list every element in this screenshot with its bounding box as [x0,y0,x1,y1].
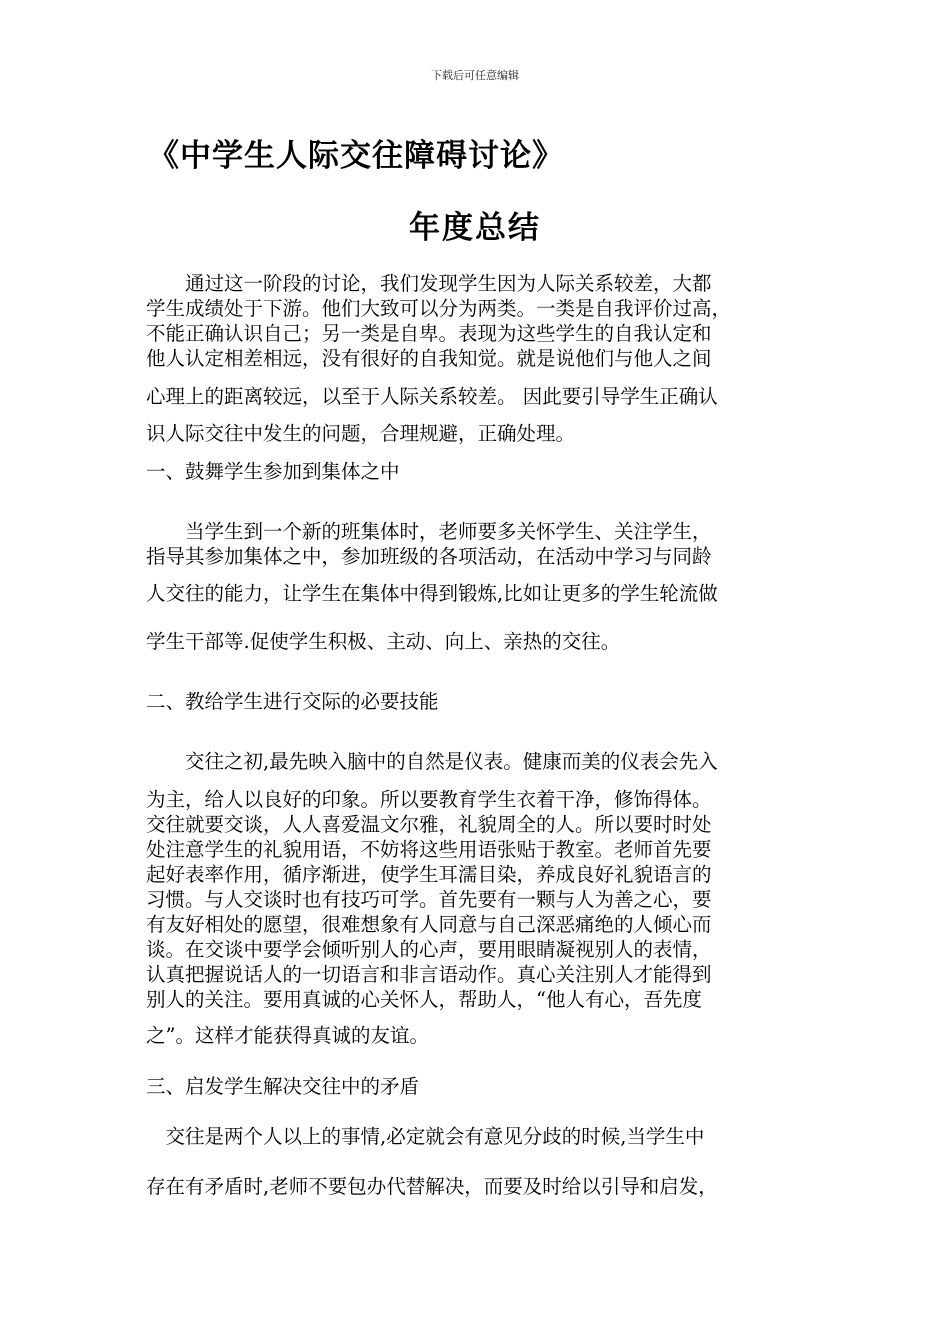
paragraph-line: 学生干部等.促使学生积极、主动、向上、亲热的交往。 [146,630,621,653]
paragraph-line: 习惯。与人交谈时也有技巧可学。首先要有一颗与人为善之心，要 [146,888,712,911]
paragraph-line: 谈。在交谈中要学会倾听别人的心声，要用眼睛凝视别人的表情， [146,938,712,961]
section-heading-1: 一、鼓舞学生参加到集体之中 [146,460,400,483]
paragraph-line: 存在有矛盾时,老师不要包办代替解决，而要及时给以引导和启发， [146,1175,718,1198]
paragraph-line: 别人的关注。要用真诚的心关怀人，帮助人，“他人有心，吾先度 [146,988,702,1011]
paragraph-line: 学生成绩处于下游。他们大致可以分为两类。一类是自我评价过高， [146,297,732,320]
paragraph-line: 认真把握说话人的一切语言和非言语动作。真心关注别人才能得到 [146,963,712,986]
paragraph-line: 交往是两个人以上的事情,必定就会有意见分歧的时候,当学生中 [146,1125,705,1148]
header-note: 下载后可任意编辑 [431,69,519,82]
section-heading-2: 二、教给学生进行交际的必要技能 [146,690,439,713]
paragraph-line: 当学生到一个新的班集体时，老师要多关怀学生、关注学生， [146,520,712,543]
paragraph-line: 为主，给人以良好的印象。所以要教育学生衣着干净，修饰得体。 [146,788,712,811]
paragraph-line: 交往就要交谈，人人喜爱温文尔雅，礼貌周全的人。所以要时时处 [146,813,712,836]
paragraph-line: 处注意学生的礼貌用语，不妨将这些用语张贴于教室。老师首先要 [146,838,712,861]
paragraph-line: 识人际交往中发生的问题，合理规避，正确处理。 [146,422,576,445]
paragraph-line: 起好表率作用，循序渐进，使学生耳濡目染，养成良好礼貌语言的 [146,863,712,886]
document-subtitle: 年度总结 [409,210,541,246]
paragraph-line: 有友好相处的愿望，很难想象有人同意与自己深恶痛绝的人倾心而 [146,913,712,936]
paragraph-line: 他人认定相差相远，没有很好的自我知觉。就是说他们与他人之间 [146,347,712,370]
paragraph-line: 不能正确认识自己；另一类是自卑。表现为这些学生的自我认定和 [146,322,712,345]
paragraph-line: 指导其参加集体之中，参加班级的各项活动，在活动中学习与同龄 [146,545,712,568]
paragraph-line: 之”。这样才能获得真诚的友谊。 [146,1024,429,1047]
paragraph-line: 交往之初,最先映入脑中的自然是仪表。健康而美的仪表会先入 [146,750,718,773]
section-heading-3: 三、启发学生解决交往中的矛盾 [146,1075,420,1098]
paragraph-line: 人交往的能力，让学生在集体中得到锻炼,比如让更多的学生轮流做 [146,582,718,605]
paragraph-line: 心理上的距离较远，以至于人际关系较差。 因此要引导学生正确认 [146,385,718,408]
paragraph-line: 通过这一阶段的讨论，我们发现学生因为人际关系较差，大都 [146,272,712,295]
document-title: 《中学生人际交往障碍讨论》 [148,138,564,174]
